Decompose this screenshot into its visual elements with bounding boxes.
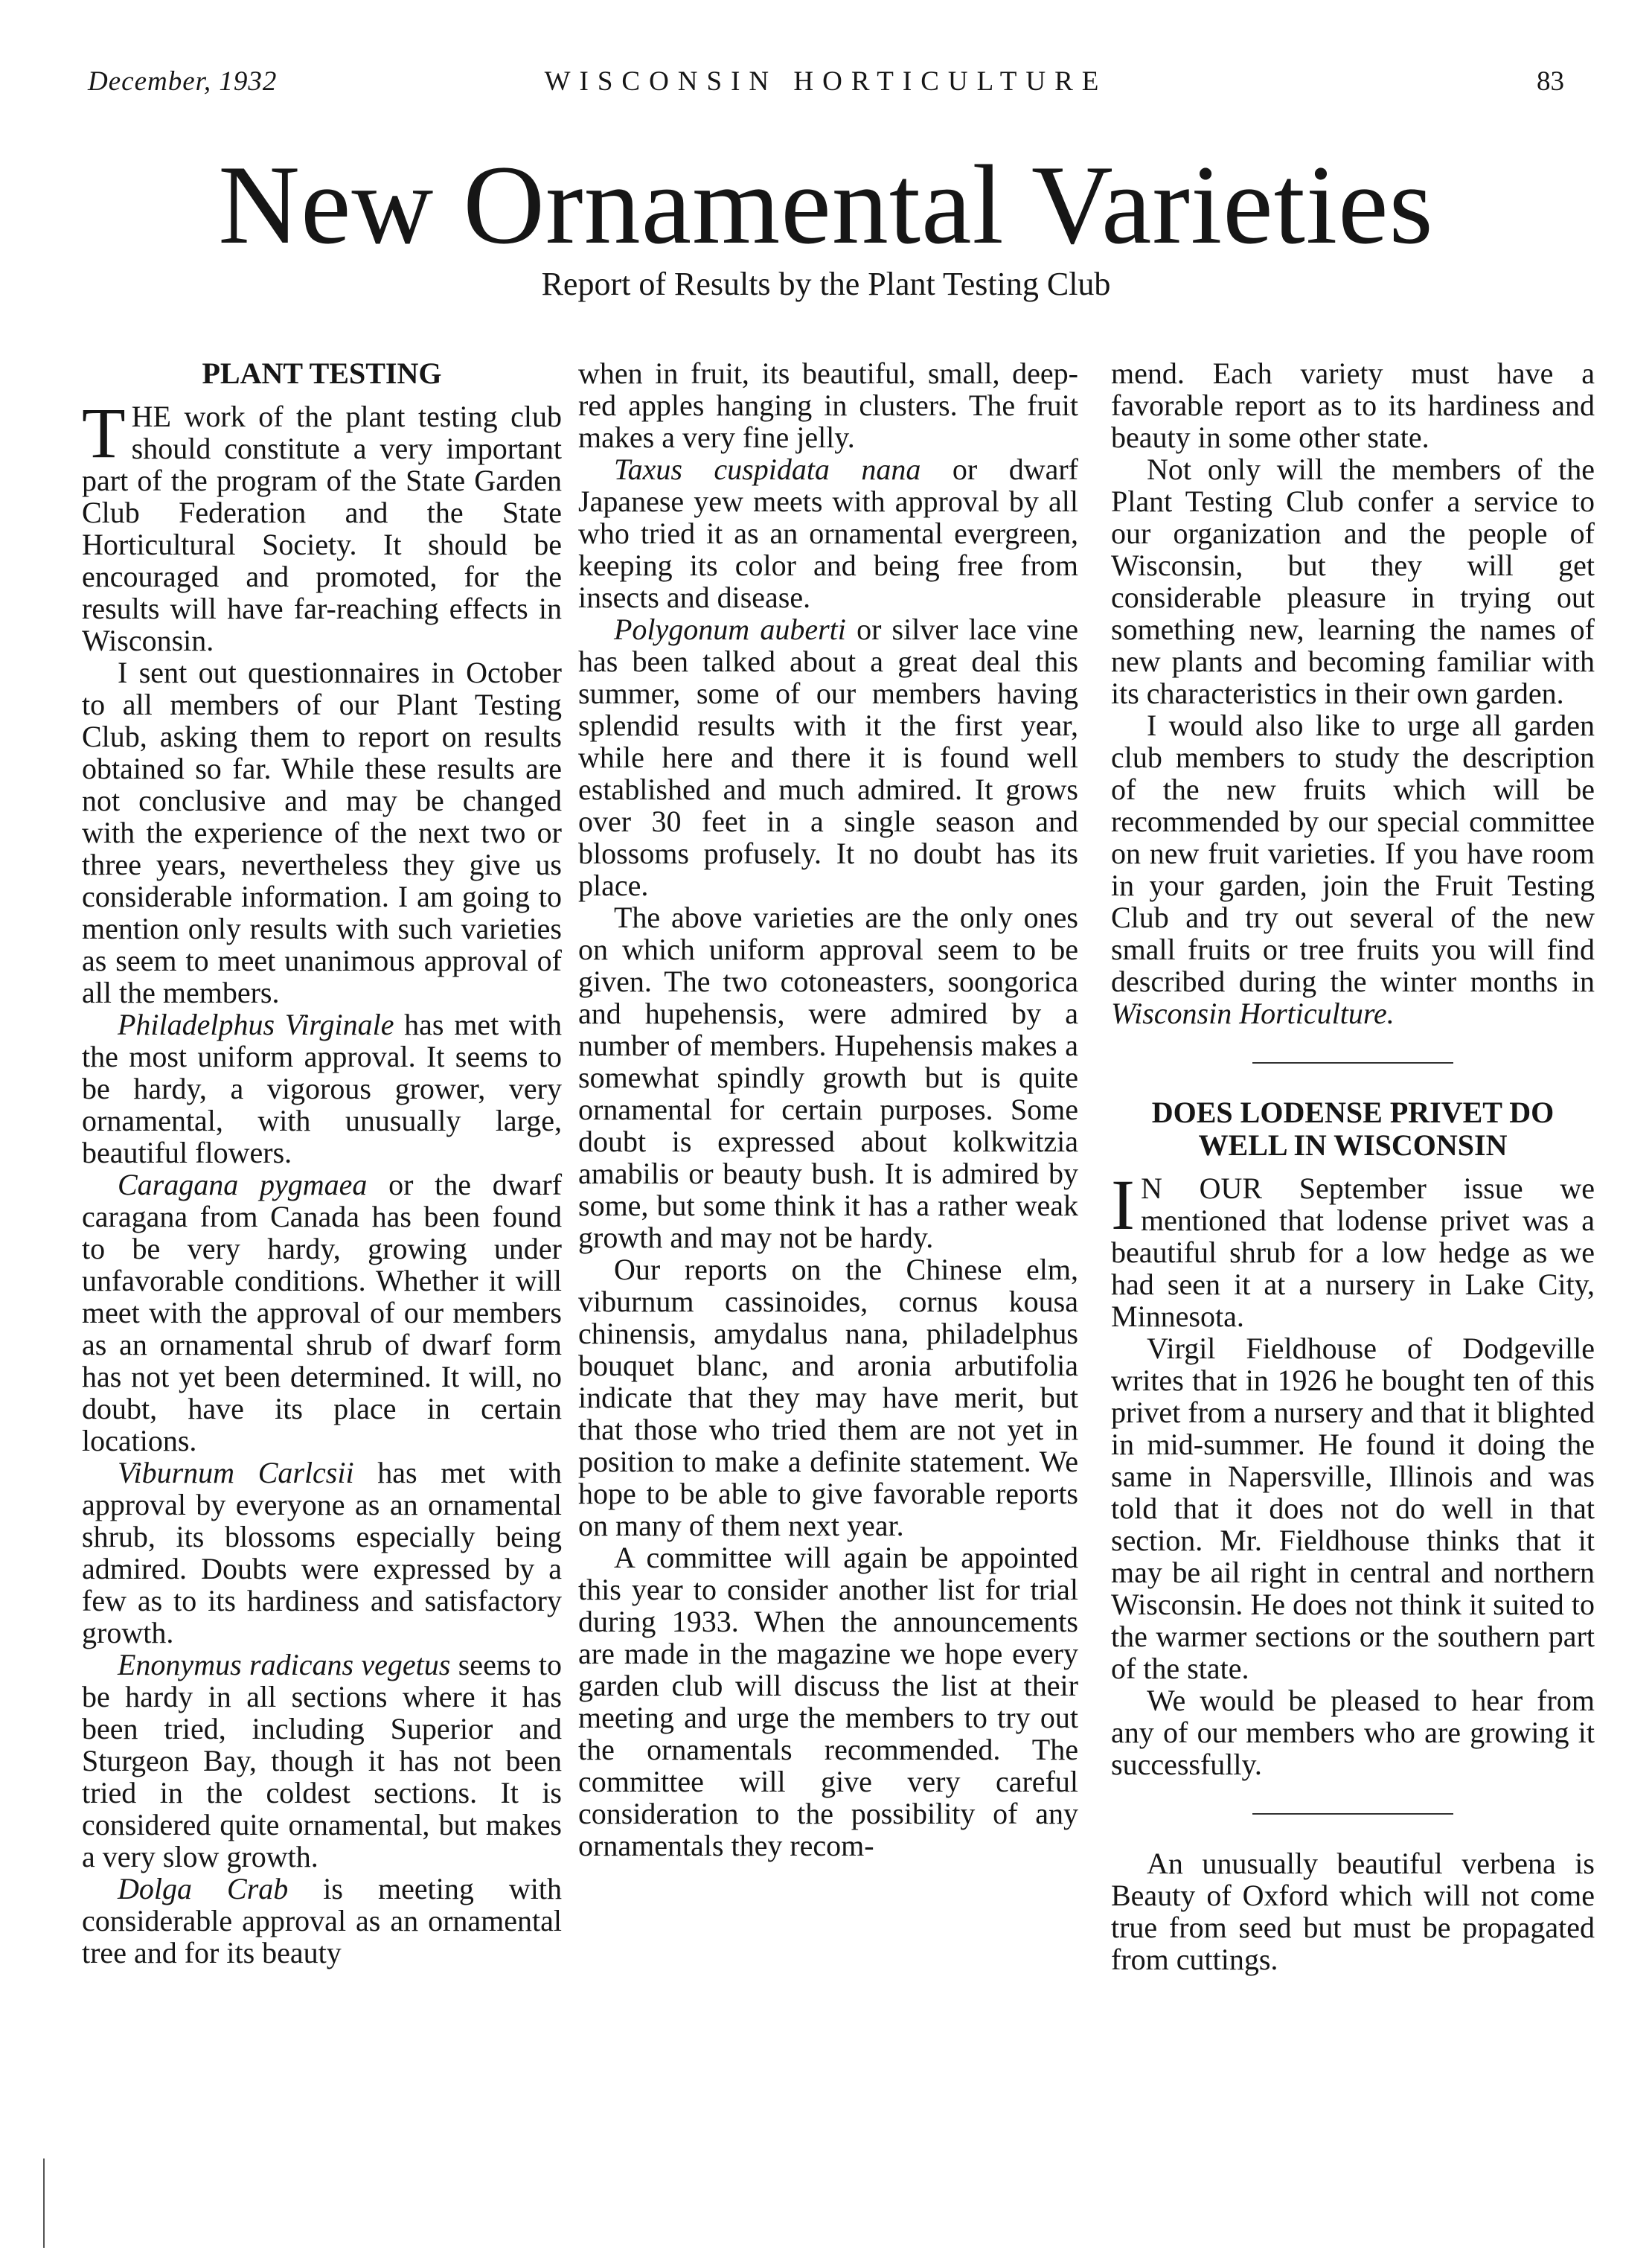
paragraph: THE work of the plant testing club should constitute a very important part of the program of the State Garden Club Federation and the State Horticultural Society. It should be encouraged and promoted, for the results will have far-reaching effects in Wisconsin.: [82, 393, 562, 657]
article-title: New Ornamental Varieties: [218, 142, 1434, 267]
paragraph: Dolga Crab is meeting with considerable approval as an ornamental tree and for its beauty: [82, 1872, 563, 1969]
plant-name: Enonymus radicans vegetus: [118, 1648, 451, 1681]
paragraph: Not only will the members of the Plant Testing Club confer a service to our organization and the people of Wisconsin, but they will get considerable pleasure in trying out something new, learning the names of new plants and becoming familiar with its characteristics in their own garden.: [1111, 453, 1595, 710]
section-divider: [1252, 1813, 1453, 1815]
margin-rule: [43, 2158, 45, 2248]
paragraph: Viburnum Carlcsii has met with approval by everyone as an ornamental shrub, its blossoms especially being admired. Doubts were expressed by a few as to its hardiness and satisfactory growth.: [82, 1456, 563, 1649]
paragraph: when in fruit, its beautiful, small, deep-red apples hanging in clusters. The fruit makes a very fine jelly.: [578, 357, 1078, 454]
running-head-journal: WISCONSIN HORTICULTURE: [544, 66, 1108, 97]
paragraph: I would also like to urge all garden club members to study the description of the new fruits which will be recommended by our special committee on new fruit varieties. If you have room in your garden, join the Fruit Testing Club and try out several of the new small fruits or tree fruits you will find described during the winter months in Wisconsin Horticulture.: [1111, 709, 1595, 1030]
paragraph: We would be pleased to hear from any of our members who are growing it successfully.: [1111, 1684, 1595, 1781]
section-heading-privet: DOES LODENSE PRIVET DO WELL IN WISCONSIN: [1151, 1096, 1555, 1162]
column-3: [1111, 357, 1595, 1975]
section-heading-plant-testing: PLANT TESTING: [202, 357, 442, 390]
paragraph: Virgil Fieldhouse of Dodgeville writes that in 1926 he bought ten of this privet from a nursery and that it blighted in mid-summer. He found it doing the same in Napersville, Illinois and was told that it does not do well in that section. Mr. Fieldhouse thinks that it may be ail right in central and northern Wisconsin. He does not think it suited to the warmer sections or the southern part of the state.: [1111, 1332, 1595, 1685]
plant-name: Polygonum auberti: [614, 613, 846, 646]
plant-name: Taxus cuspidata nana: [614, 453, 921, 486]
paragraph: Enonymus radicans vegetus seems to be hardy in all sections where it has been tried, including Superior and Sturgeon Bay, though it has not been tried in the coldest sections. It is considered quite ornamental, but makes a very slow growth.: [82, 1648, 562, 1873]
plant-name: Viburnum Carlcsii: [118, 1456, 354, 1489]
plant-name: Dolga Crab: [118, 1872, 289, 1905]
column-2: [578, 357, 1078, 1862]
paragraph: Caragana pygmaea or the dwarf caragana from Canada has been found to be very hardy, growing under unfavorable conditions. Whether it will meet with the approval of our members as an ornamental shrub of dwarf form has not yet been determined. It will, no doubt, have its place in certain locations.: [82, 1168, 563, 1457]
paragraph: I sent out questionnaires in October to all members of our Plant Testing Club, asking them to report on results obtained so far. While these results are not conclusive and may be changed with the experience of the next two or three years, nevertheless they give us considerable information. I am going to mention only results with such varieties as seem to meet unanimous approval of all the members.: [82, 656, 562, 1009]
paragraph: A committee will again be appointed this year to consider another list for trial during 1933. When the announcements are made in the magazine we hope every garden club will discuss the list at their meeting and urge the members to try out the ornamentals recommended. The committee will give very careful consideration to the possibility of any ornamentals they recom-: [578, 1541, 1078, 1862]
column-1: [82, 357, 562, 1969]
paragraph: Taxus cuspidata nana or dwarf Japanese yew meets with approval by all who tried it as an ornamental evergreen, keeping its color and being free from insects and disease.: [578, 453, 1078, 614]
paragraph: Philadelphus Virginale has met with the most uniform approval. It seems to be hardy, a vigorous grower, very ornamental, with unusually large, beautiful flowers.: [82, 1008, 562, 1169]
paragraph: mend. Each variety must have a favorable report as to its hardiness and beauty in some other state.: [1111, 357, 1595, 454]
paragraph: The above varieties are the only ones on which uniform approval seem to be given. The two cotoneasters, soongorica and hupehensis, were admired by a number of members. Hupehensis makes a somewhat spindly growth but is quite ornamental for certain purposes. Some doubt is expressed about kolkwitzia amabilis or beauty bush. It is admired by some, but some think it has a rather weak growth and may not be hardy.: [578, 901, 1078, 1254]
plant-name: Caragana pygmaea: [118, 1168, 368, 1201]
plant-name: Philadelphus Virginale: [118, 1008, 394, 1041]
paragraph: I N OUR September issue we mentioned that lodense privet was a beautiful shrub for a low hedge as we had seen it at a nursery in Lake City, Minnesota.: [1111, 1165, 1595, 1333]
running-head-date: December, 1932: [88, 66, 278, 97]
article-subtitle: Report of Results by the Plant Testing Club: [541, 266, 1111, 302]
drop-cap: I: [1111, 1165, 1135, 1244]
magazine-name: Wisconsin Horticulture.: [1111, 997, 1395, 1030]
section-divider: [1252, 1062, 1453, 1064]
paragraph: An unusually beautiful verbena is Beauty of Oxford which will not come true from seed but must be propagated from cuttings.: [1111, 1847, 1595, 1976]
drop-cap: T: [82, 393, 126, 473]
paragraph: Polygonum auberti or silver lace vine has been talked about a great deal this summer, some of our members having splendid results with it the first year, while here and there it is found well established and much admired. It grows over 30 feet in a single season and blossoms profusely. It no doubt has its place.: [578, 613, 1078, 902]
page-number: 83: [1537, 66, 1564, 97]
paragraph: Our reports on the Chinese elm, viburnum cassinoides, cornus kousa chinensis, amydalus nana, philadelphus bouquet blanc, and aronia arbutifolia indicate that they may have merit, but that those who tried them are not yet in position to make a definite statement. We hope to be able to give favorable reports on many of them next year.: [578, 1253, 1078, 1542]
